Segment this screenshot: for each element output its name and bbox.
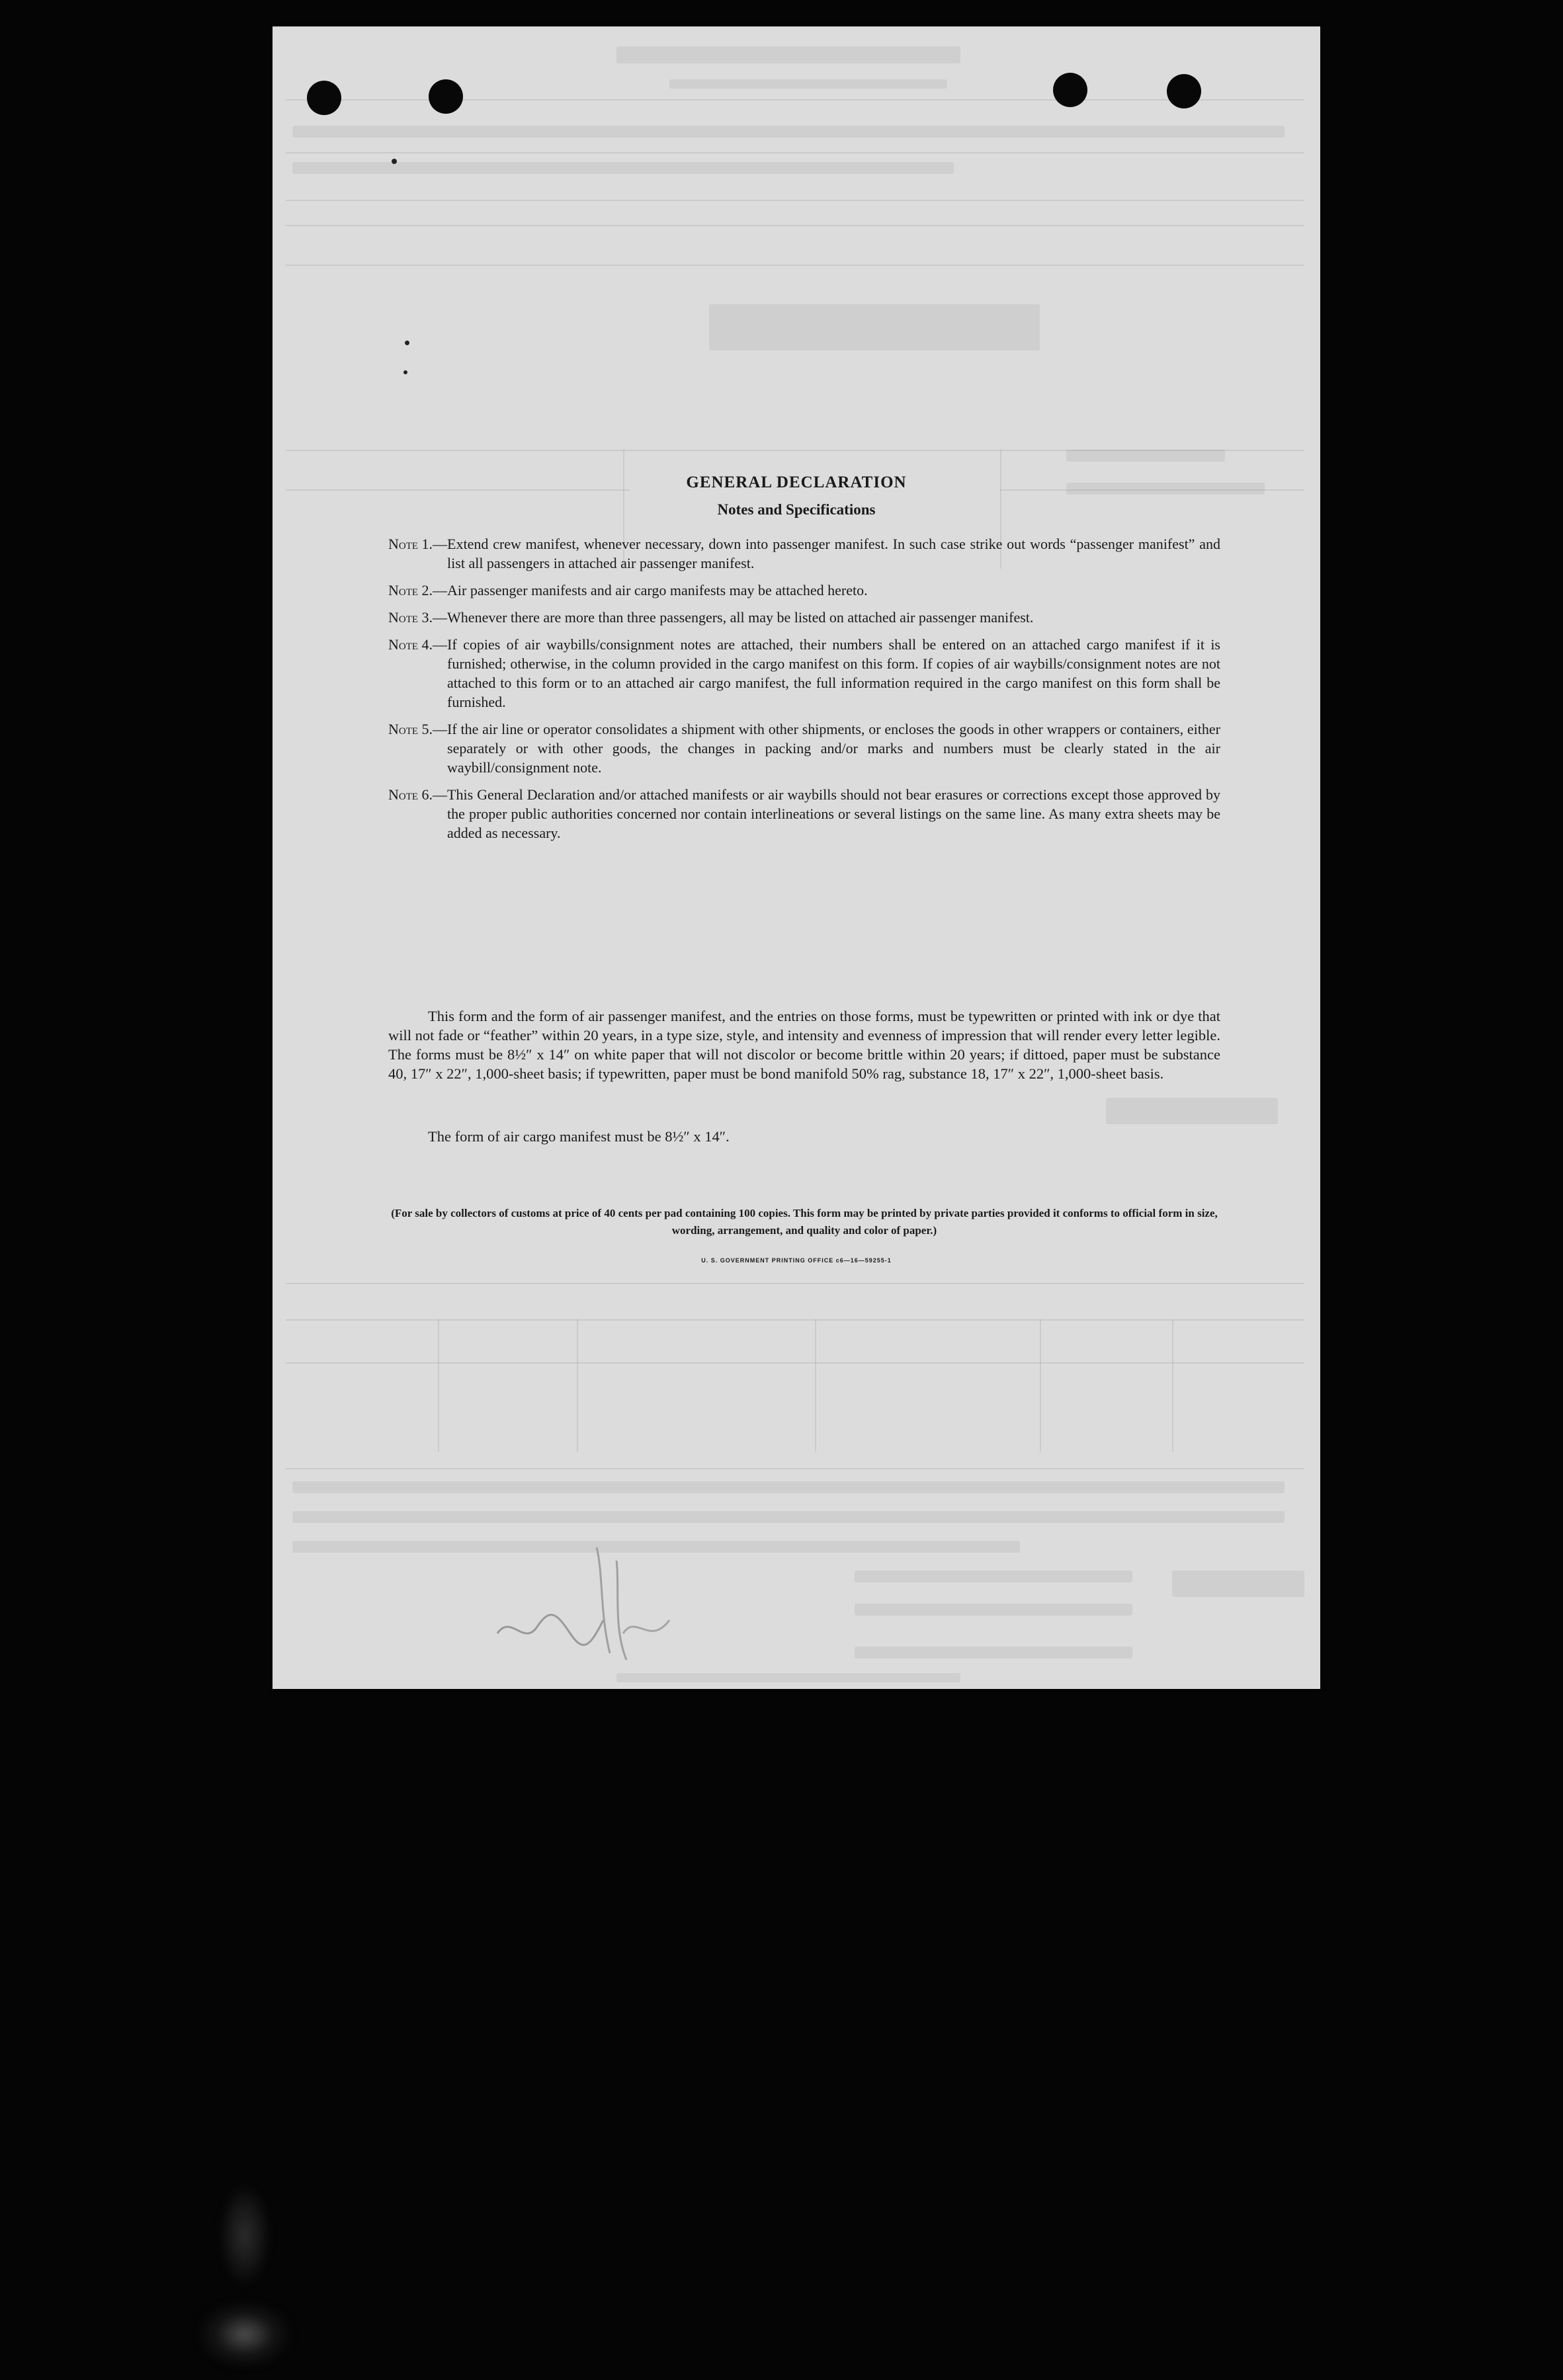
note-4 <box>388 635 1220 712</box>
note-text: Extend crew manifest, whenever necessary, down into passenger manifest. In such case strike out words “passenger manifest” and list all passengers in attached air passenger manifest. <box>447 536 1220 571</box>
note-text: Whenever there are more than three passengers, all may be listed on attached air passenger manifest. <box>447 609 1034 626</box>
note-label: Note 3.— <box>388 609 448 626</box>
note-text: If copies of air waybills/consignment notes are attached, their numbers shall be entered on an attached cargo manifest if it is furnished; otherwise, in the column provided in the cargo manifest on this form. If copies of air waybills/consignment notes are not attached to this form or to an attached air cargo manifest, the full information required in the cargo manifest on this form shall be furnished. <box>447 636 1220 710</box>
document-sheet <box>273 26 1320 1689</box>
sale-notice: (For sale by collectors of customs at price of 40 cents per pad containing 100 copies. This form may be printed by private parties provided it conforms to official form in size, wording, arrangement, and quality and color of paper.) <box>391 1207 1218 1237</box>
note-label: Note 4.— <box>388 636 448 653</box>
note-text: If the air line or operator consolidates a shipment with other shipments, or encloses the goods in other wrappers or containers, either separately or with other goods, the changes in packing and/or marks and numbers must be clearly stated in the air waybill/consignment note. <box>447 721 1220 776</box>
note-text: This General Declaration and/or attached manifests or air waybills should not bear erasures or corrections except those approved by the proper public authorities concerned nor contain interlineations or several listings on the same line. As many extra sheets may be added as necessary. <box>447 786 1220 841</box>
note-label: Note 1.— <box>388 536 448 552</box>
scan-glare <box>198 2301 291 2367</box>
note-label: Note 6.— <box>388 786 448 803</box>
document-title: GENERAL DECLARATION <box>686 473 907 491</box>
note-1 <box>388 534 1220 573</box>
note-2 <box>388 581 1220 600</box>
note-6 <box>388 785 1220 842</box>
note-text: Air passenger manifests and air cargo manifests may be attached hereto. <box>447 582 868 598</box>
scan-glare-upper <box>218 2182 271 2288</box>
bleed-through-signature <box>484 1534 683 1666</box>
document-subtitle: Notes and Specifications <box>717 501 876 518</box>
document-content <box>273 26 1320 1689</box>
note-label: Note 5.— <box>388 721 448 737</box>
form-specification-paragraph: This form and the form of air passenger manifest, and the entries on those forms, must be typewritten or printed with ink or dye that will not fade or “feather” within 20 years, in a type size, style, and intensity and evenness of impression that will render every letter legible. The forms must be 8½″ x 14″ on white paper that will not discolor or become brittle within 20 years; if dittoed, paper must be substance 40, 17″ x 22″, 1,000-sheet basis; if typewritten, paper must be bond manifold 50% rag, substance 18, 17″ x 22″, 1,000-sheet basis. <box>388 1008 1220 1082</box>
cargo-form-size: The form of air cargo manifest must be 8½″ x 14″. <box>428 1128 730 1145</box>
notes-list <box>388 534 1220 850</box>
note-3 <box>388 608 1220 627</box>
note-5 <box>388 719 1220 777</box>
printer-imprint: U. S. GOVERNMENT PRINTING OFFICE c6—16—59255-1 <box>701 1257 892 1264</box>
note-label: Note 2.— <box>388 582 448 598</box>
